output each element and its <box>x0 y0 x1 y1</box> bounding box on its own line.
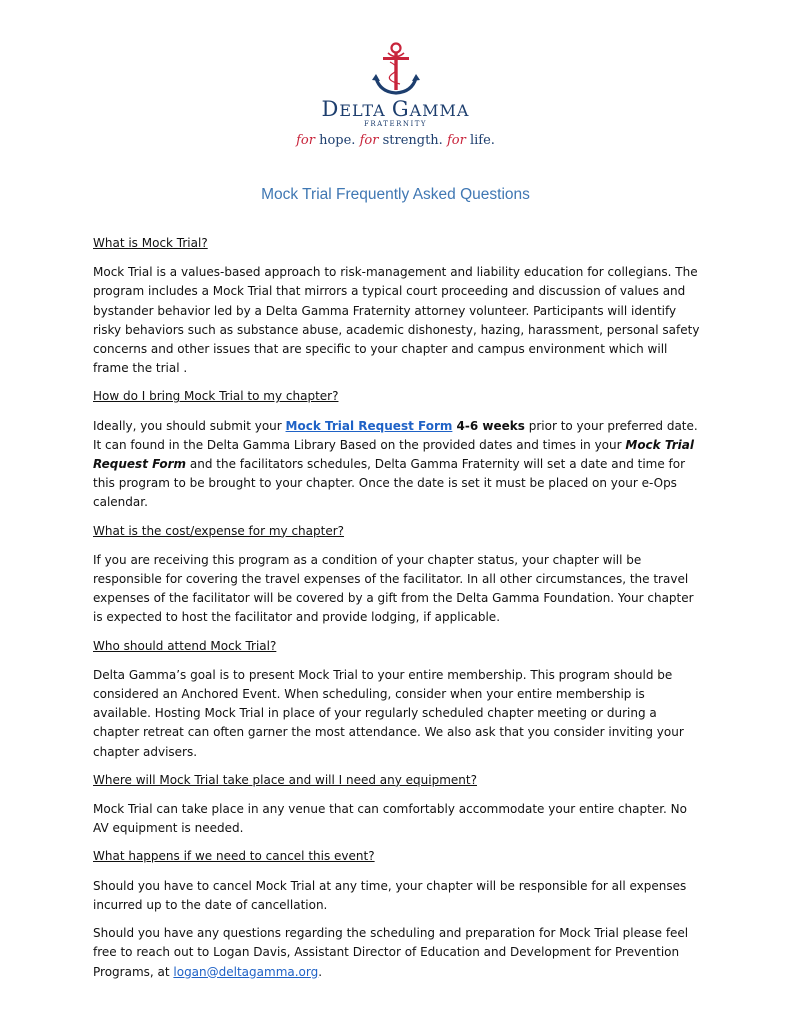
faq-content <box>93 234 705 991</box>
faq-answer-1: Mock Trial is a values-based approach to risk-management and liability education for collegians. The program includes a Mock Trial that mirrors a typical court proceeding and discussion of values and bystander behavior led by a Delta Gamma Fraternity attorney volunteer. Participants will identify risky behaviors such as substance abuse, academic dishonesty, hazing, harassment, personal safety concerns and other issues that are specific to your chapter and campus environment which will frame the trial . <box>93 265 700 376</box>
tagline: for hope. for strength. for life. <box>296 133 495 148</box>
faq-answer-2: Ideally, you should submit your Mock Trial Request Form 4-6 weeks prior to your preferred date. It can found in the Delta Gamma Library Based on the provided dates and times in your Mock Trial Request Form and the facilitators schedules, Delta Gamma Fraternity will set a date and time for this program to be brought to your chapter. Once the date is set it must be placed on your e-Ops calendar. <box>93 418 698 510</box>
faq-answer-4: Delta Gamma’s goal is to present Mock Trial to your entire membership. This program should be considered an Anchored Event. When scheduling, consider when your entire membership is available. Hosting Mock Trial in place of your regularly scheduled chapter meeting or during a chapter retreat can often garner the most attendance. We also ask that you consider inviting your chapter advisers. <box>93 667 684 759</box>
faq-question-6: What happens if we need to cancel this event? <box>93 849 375 864</box>
email-link[interactable]: logan@deltagamma.org <box>173 964 319 979</box>
brand-name: DELTA GAMMA <box>321 97 470 121</box>
faq-question-1: What is Mock Trial? <box>93 236 208 250</box>
faq-answer-5: Mock Trial can take place in any venue that can comfortably accommodate your entire chapter. No AV equipment is needed. <box>93 802 687 836</box>
brand-subtitle: FRATERNITY <box>363 120 428 128</box>
faq-answer-6: Should you have to cancel Mock Trial at any time, your chapter will be responsible for all expenses incurred up to the date of cancellation. <box>93 878 687 912</box>
delta-gamma-logo <box>0 40 791 150</box>
faq-question-3: What is the cost/expense for my chapter? <box>93 523 345 538</box>
faq-question-5: Where will Mock Trial take place and will I need any equipment? <box>93 772 477 787</box>
faq-answer-3: If you are receiving this program as a condition of your chapter status, your chapter will be responsible for covering the travel expenses of the facilitator. In all other circumstances, the travel expenses of the facilitator will be covered by a gift from the Delta Gamma Foundation. Your chapter is expected to host the facilitator and provide lodging, if applicable. <box>93 552 694 625</box>
request-form-link[interactable]: Mock Trial Request Form <box>285 418 453 433</box>
anchor-icon <box>366 40 426 100</box>
faq-question-4: Who should attend Mock Trial? <box>93 638 277 653</box>
page-title: Mock Trial Frequently Asked Questions <box>261 186 530 203</box>
faq-question-2: How do I bring Mock Trial to my chapter? <box>93 389 339 404</box>
closing-paragraph: Should you have any questions regarding the scheduling and preparation for Mock Trial please feel free to reach out to Logan Davis, Assistant Director of Education and Development for Prevention Programs, at logan@deltagamma.org. <box>93 926 689 979</box>
